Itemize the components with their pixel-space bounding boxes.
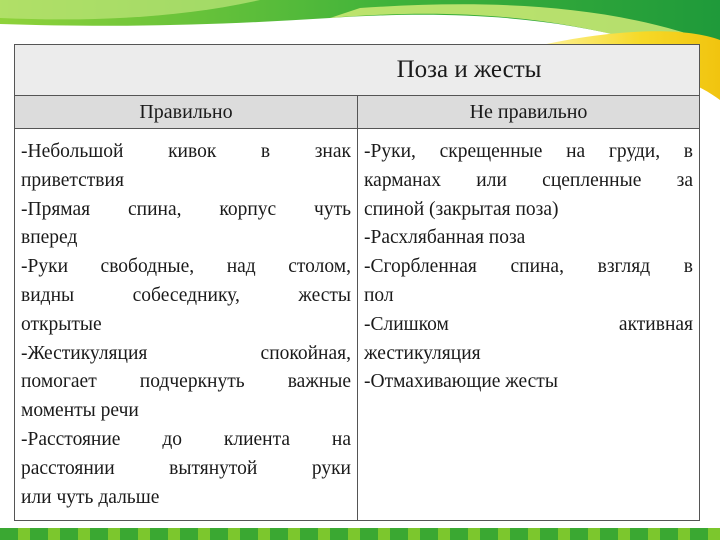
correct-line: -Прямая спина, корпус чуть [21,198,351,220]
incorrect-line: -Расхлябанная поза [364,227,526,249]
incorrect-line: жестикуляция [364,342,481,364]
comparison-table [14,44,700,521]
column-header-incorrect: Не правильно [358,96,700,129]
footer-stripe [0,528,720,540]
incorrect-line: пол [364,284,394,306]
correct-line: расстоянии вытянутой руки [21,457,351,479]
correct-line: -Жестикуляция спокойная, [21,342,351,364]
incorrect-line: -Отмахивающие жесты [364,371,558,393]
correct-line: видны собеседнику, жесты [21,284,351,306]
column-header-correct: Правильно [15,96,358,129]
correct-line: -Расстояние до клиента на [21,428,351,450]
correct-line: вперед [21,227,78,249]
incorrect-line: -Сгорбленная спина, взгляд в [364,256,694,278]
correct-line: или чуть дальше [21,486,160,508]
table-title: Поза и жесты [15,45,700,96]
correct-line: моменты речи [21,400,139,422]
incorrect-line: -Слишком активная [364,313,694,335]
incorrect-list [358,129,700,521]
correct-line: открытые [21,313,102,335]
correct-line: -Руки свободные, над столом, [21,256,351,278]
incorrect-line: спиной (закрытая поза) [364,198,559,220]
incorrect-line: карманах или сцепленные за [364,169,694,191]
correct-line: помогает подчеркнуть важные [21,371,351,393]
correct-line: приветствия [21,169,124,191]
incorrect-line: -Руки, скрещенные на груди, в [364,141,694,162]
correct-line: -Небольшой кивок в знак [21,141,351,162]
correct-list [15,129,358,521]
